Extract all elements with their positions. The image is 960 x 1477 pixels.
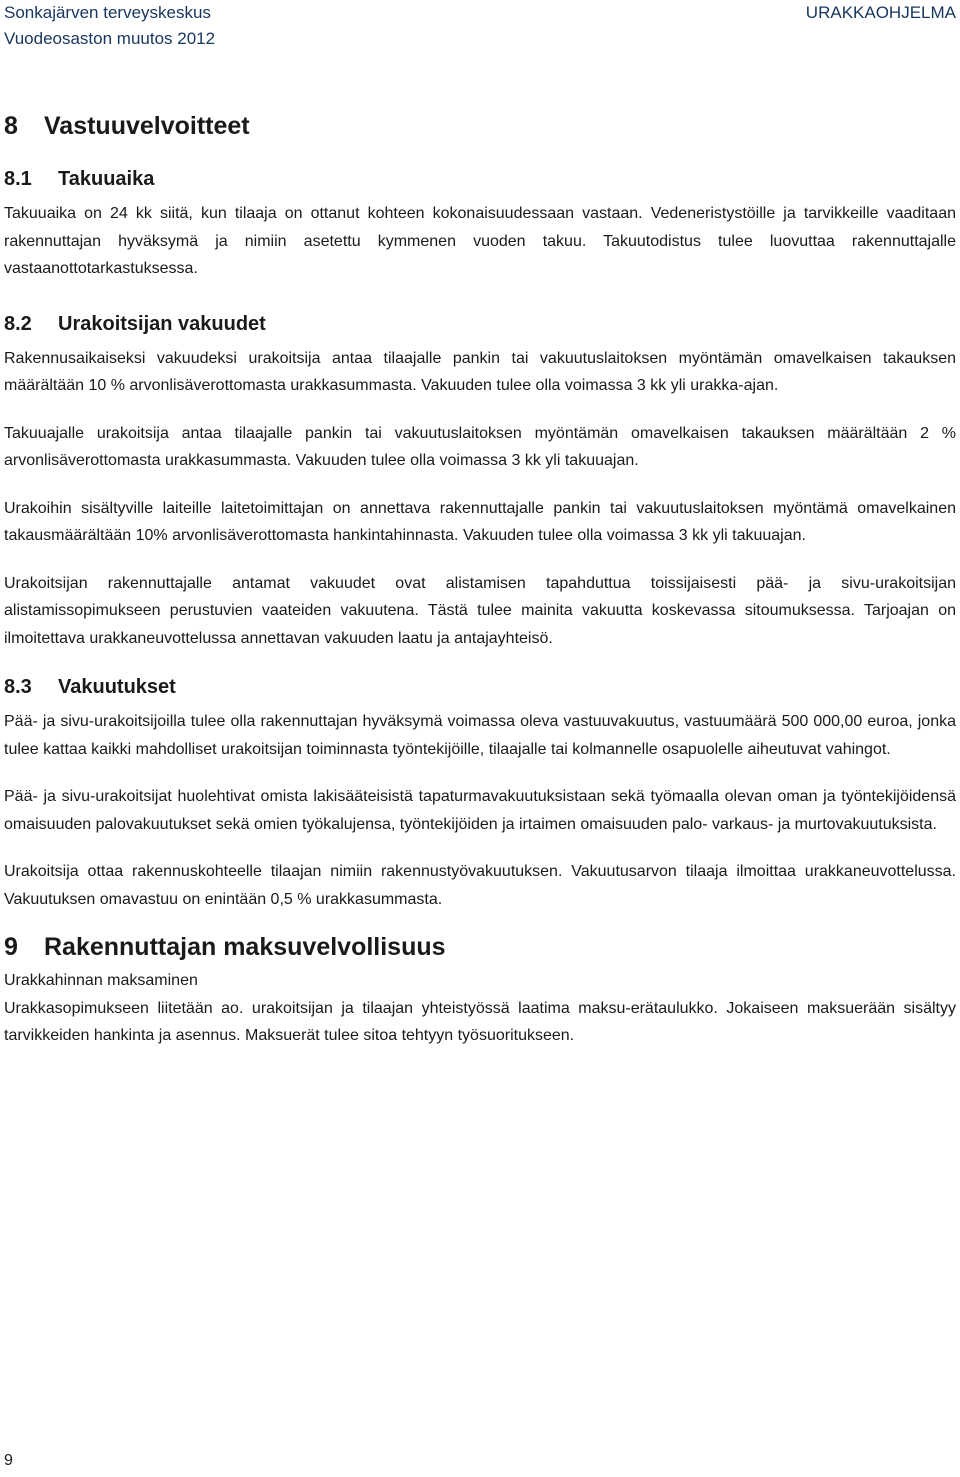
section-8-3-paragraph-2: Pää- ja sivu-urakoitsijat huolehtivat omista lakisääteisistä tapaturmavakuutuksistaan sekä työmaalla olevan oman ja työntekijöidensä omaisuuden palovakuutukset sekä omien työkalujensa, työntekijöiden ja irtaimen omaisuuden palo- varkaus- ja murtovakuutuksista. (4, 788, 956, 833)
section-8-1-heading (4, 164, 956, 194)
section-8-2-paragraph-2: Takuuajalle urakoitsija antaa tilaajalle pankin tai vakuutuslaitoksen myöntämän omavelkaisen takauksen määrältään 2 % arvonlisäverottomasta urakkasummasta. Vakuuden tulee olla voimassa 3 kk yli takuuajan. (4, 424, 956, 469)
section-8-3-heading (4, 672, 956, 702)
section-8-2-number: 8.2 (4, 312, 32, 335)
section-8-3-paragraph-1: Pää- ja sivu-urakoitsijoilla tulee olla rakennuttajan hyväksymä voimassa oleva vastuuvakuutus, vastuumäärä 500 000,00 euroa, jonka tulee kattaa kaikki mahdolliset urakoitsijan toiminnasta työntekijöille, tilaajalle tai kolmannelle osapuolelle aiheutuvat vahingot. (4, 713, 956, 758)
section-8-1-paragraph-1: Takuuaika on 24 kk siitä, kun tilaaja on ottanut kohteen kokonaisuudessaan vastaan. Vedeneristystöille ja tarvikkeille vaaditaan rakennuttajan hyväksymä ja nimiin asetettu kymmenen vuoden takuu. Takuutodistus tulee luovuttaa rakennuttajalle vastaanottotarkastuksessa. (4, 205, 956, 277)
header-project: Vuodeosaston muutos 2012 (4, 29, 216, 48)
section-8-1-number: 8.1 (4, 168, 32, 190)
section-8-3-title: Vakuutukset (58, 676, 176, 698)
section-8-1-title: Takuuaika (58, 168, 155, 190)
document-body (4, 108, 956, 1050)
section-8-2-paragraph-3: Urakoihin sisältyville laiteille laitetoimittajan on annettava rakennuttajalle pankin tai vakuutuslaitoksen myöntämä omavelkainen takausmäärältään 10% arvonlisäverottomasta hankintahinnasta. Vakuuden tulee olla voimassa 3 kk yli takuuajan. (4, 499, 956, 544)
section-8-2-title: Urakoitsijan vakuudet (58, 312, 266, 335)
section-8-3-number: 8.3 (4, 676, 32, 698)
section-8-2-paragraph-1: Rakennusaikaiseksi vakuudeksi urakoitsija antaa tilaajalle pankin tai vakuutuslaitoksen myöntämän omavelkaisen takauksen määrältään 10 % arvonlisäverottomasta urakkasummasta. Vakuuden tulee olla voimassa 3 kk yli urakka-ajan. (4, 349, 956, 394)
page-number: 9 (4, 1452, 13, 1469)
section-8-title: Vastuuvelvoitteet (44, 112, 250, 140)
section-9-subtitle: Urakkahinnan maksaminen (4, 972, 198, 989)
section-8-heading (4, 108, 956, 144)
header-left (4, 0, 215, 52)
section-9-number: 9 (4, 933, 18, 961)
section-9-heading (4, 929, 956, 965)
section-8-number: 8 (4, 112, 18, 140)
section-8-2-heading (4, 309, 956, 339)
section-9-title: Rakennuttajan maksuvelvollisuus (44, 933, 446, 961)
page-header (4, 0, 956, 56)
section-9-paragraph-1: Urakkasopimukseen liitetään ao. urakoitsijan ja tilaajan yhteistyössä laatima maksu-erätaulukko. Jokaiseen maksuerään sisältyy tarvikkeiden hankinta ja asennus. Maksuerät tulee sitoa tehtyyn työsuoritukseen. (4, 999, 956, 1044)
section-8-2-paragraph-4: Urakoitsijan rakennuttajalle antamat vakuudet ovat alistamisen tapahduttua toissijaisesti pää- ja sivu-urakoitsijan alistamissopimukseen perustuvien vaateiden vakuutena. Tästä tulee mainita vakuutta koskevassa sitoumuksessa. Tarjoajan on ilmoitettava urakkaneuvottelussa annettavan vakuuden laatu ja antajayhteisö. (4, 574, 956, 647)
header-organization: Sonkajärven terveyskeskus (4, 3, 211, 22)
section-8-3-paragraph-3: Urakoitsija ottaa rakennuskohteelle tilaajan nimiin rakennustyövakuutuksen. Vakuutusarvon tilaaja ilmoittaa urakkaneuvottelussa. Vakuutuksen omavastuu on enintään 0,5 % urakkasummasta. (4, 863, 956, 908)
header-document-type: URAKKAOHJELMA (805, 3, 956, 22)
